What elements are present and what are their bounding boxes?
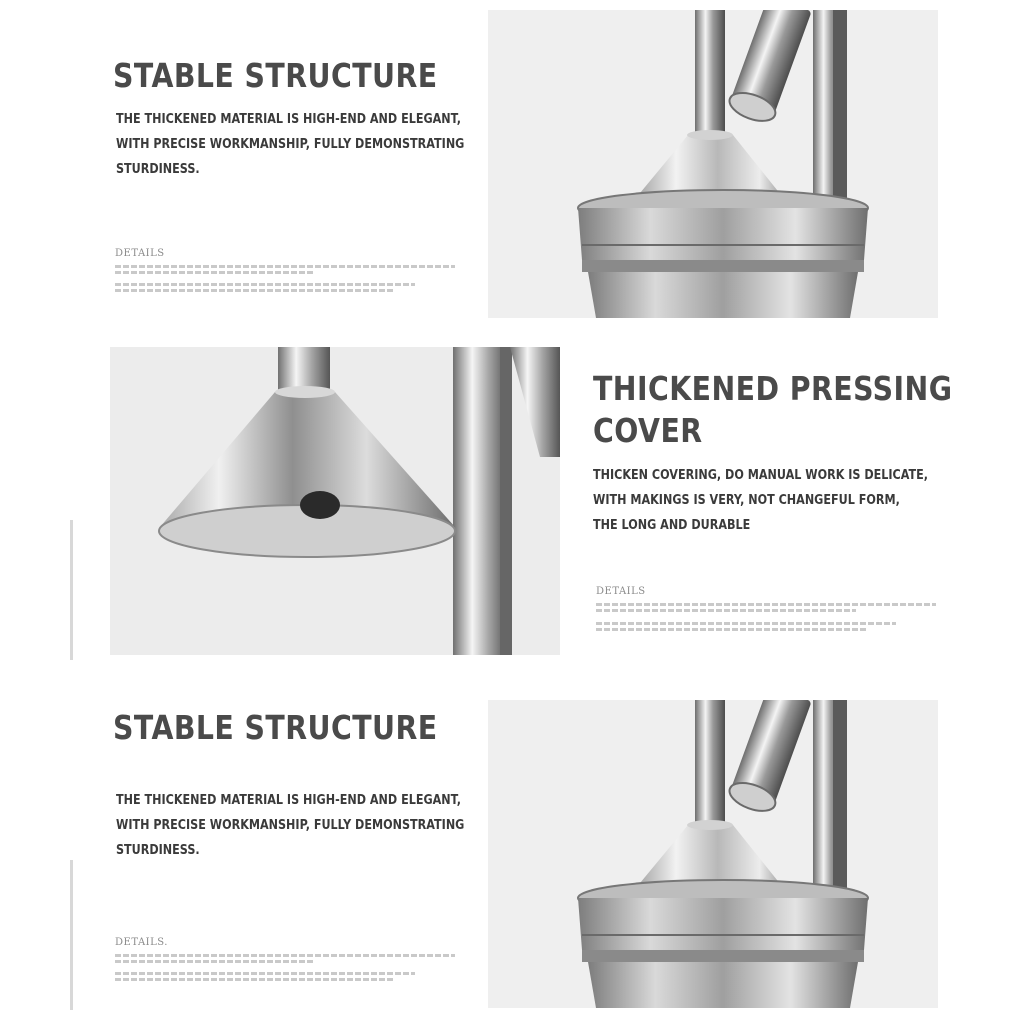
description-line: STURDINESS. bbox=[116, 843, 200, 858]
section-description bbox=[593, 463, 928, 538]
feature-section-stable-structure bbox=[0, 0, 1024, 330]
description-line: THE LONG AND DURABLE bbox=[593, 518, 751, 533]
description-line: THICKEN COVERING, DO MANUAL WORK IS DELICATE, bbox=[593, 468, 929, 483]
fine-print-line bbox=[115, 283, 415, 286]
fine-print-line bbox=[596, 628, 866, 631]
fine-print-line bbox=[115, 265, 455, 268]
description-line: WITH PRECISE WORKMANSHIP, FULLY DEMONSTRATING bbox=[116, 137, 465, 152]
product-photo-juicer-top bbox=[488, 700, 938, 1008]
heading-line: THICKENED PRESSING bbox=[593, 369, 953, 408]
fine-print-line bbox=[115, 960, 315, 963]
fine-print-line bbox=[596, 609, 856, 612]
product-photo-juicer-top bbox=[488, 10, 938, 318]
section-heading: STABLE STRUCTURE bbox=[113, 56, 438, 95]
fine-print-line bbox=[115, 978, 395, 981]
description-line: THE THICKENED MATERIAL IS HIGH-END AND ELEGANT, bbox=[116, 112, 461, 127]
fine-print-line bbox=[596, 622, 896, 625]
section-description bbox=[116, 788, 464, 863]
description-line: STURDINESS. bbox=[116, 162, 200, 177]
description-line: WITH MAKINGS IS VERY, NOT CHANGEFUL FORM, bbox=[593, 493, 900, 508]
product-photo-pressing-cone bbox=[110, 347, 560, 655]
heading-line: COVER bbox=[593, 411, 703, 450]
details-label: DETAILS. bbox=[115, 937, 168, 948]
details-label: DETAILS bbox=[115, 248, 165, 259]
fine-print-line bbox=[115, 954, 455, 957]
fine-print-line bbox=[115, 972, 415, 975]
details-label: DETAILS bbox=[596, 586, 646, 597]
feature-section-pressing-cover bbox=[0, 330, 1024, 670]
feature-section-stable-structure-repeat bbox=[0, 690, 1024, 1024]
section-heading bbox=[593, 368, 952, 452]
fine-print-line bbox=[115, 271, 315, 274]
fine-print-line bbox=[596, 603, 936, 606]
section-heading: STABLE STRUCTURE bbox=[113, 708, 438, 747]
fine-print-line bbox=[115, 289, 395, 292]
description-line: WITH PRECISE WORKMANSHIP, FULLY DEMONSTRATING bbox=[116, 818, 465, 833]
description-line: THE THICKENED MATERIAL IS HIGH-END AND ELEGANT, bbox=[116, 793, 461, 808]
section-description bbox=[116, 107, 464, 182]
